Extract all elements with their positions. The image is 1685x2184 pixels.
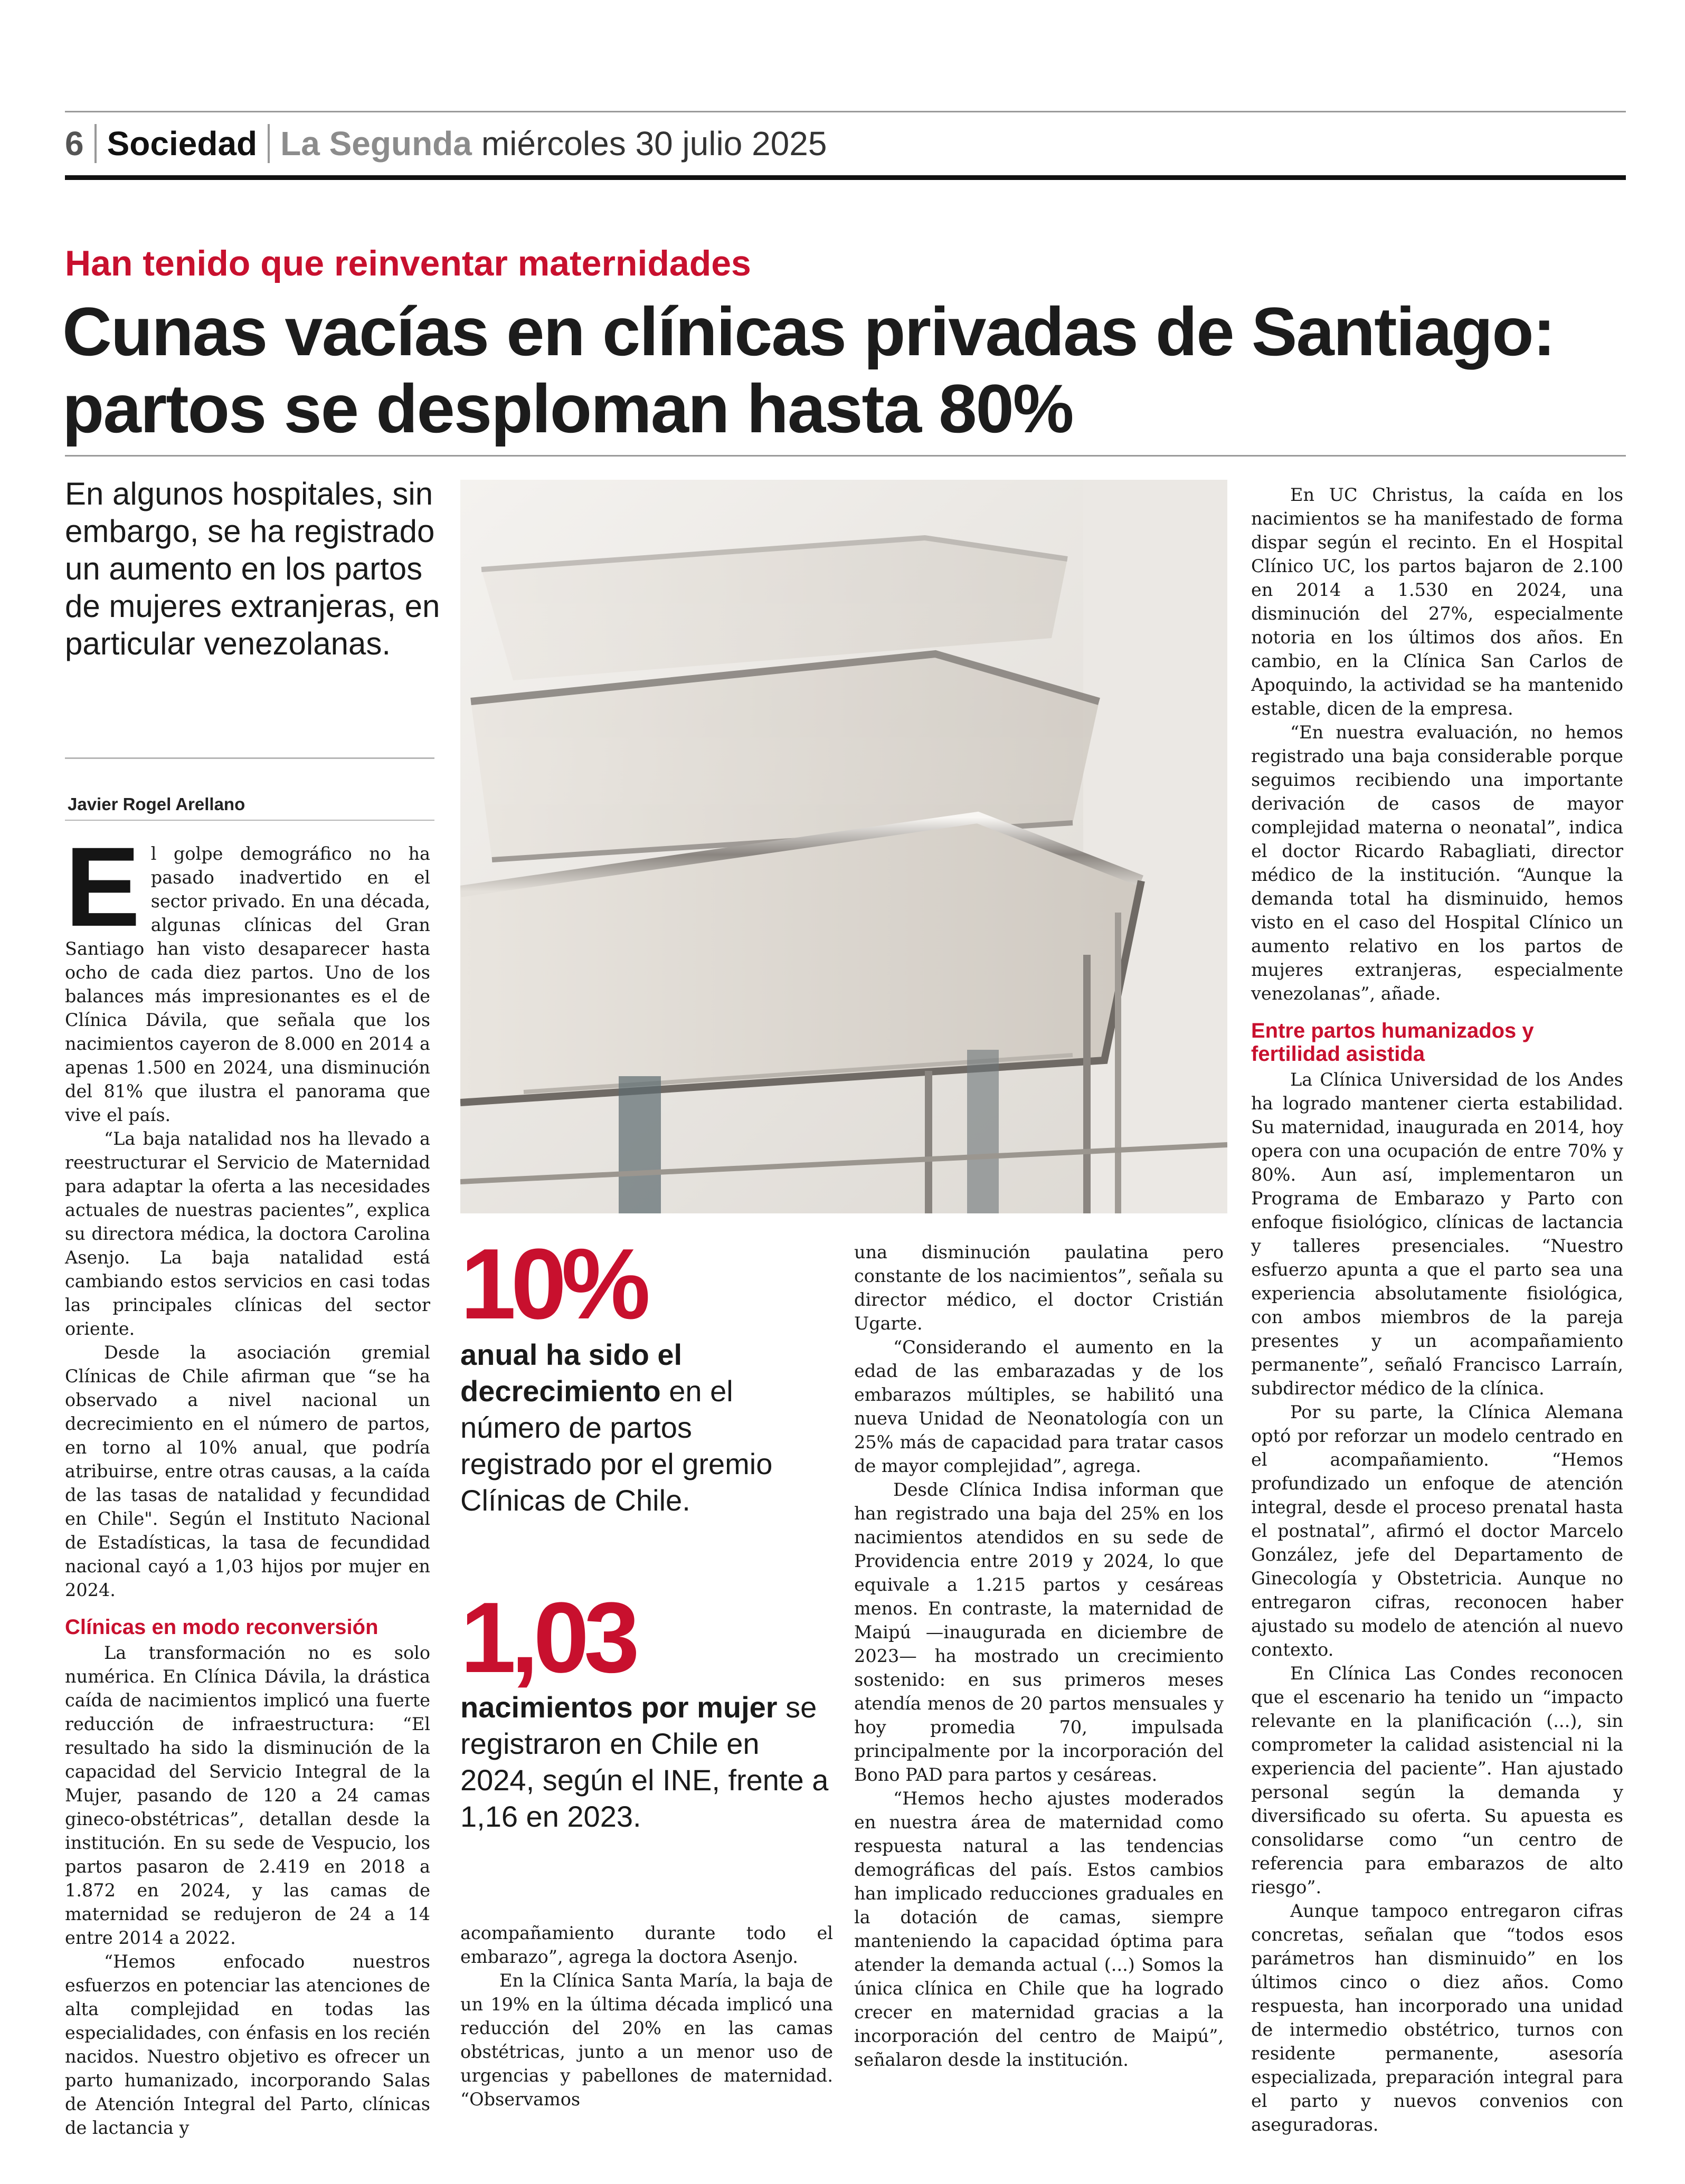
stat-caption-fertility-rate: nacimientos por mujer se registraron en Chile en 2024, según el INE, frente a 1,16 en 2023.	[460, 1691, 829, 1833]
body-paragraph-continued: acompañamiento durante todo el embarazo”, agrega la doctora Asenjo.	[460, 1923, 833, 1967]
bassinets-illustration	[460, 480, 1227, 1213]
body-paragraph: Aunque tampoco entregaron cifras concretas, señalan que “todos esos parámetros han disminuido” en los últimos cinco o diez años. Como respuesta, han incorporado una unidad de intermedio obstétrico, turnos con residente permanente, asesoría especializada, preparación integral para el parto y nuevos convenios con aseguradoras.	[1251, 1901, 1623, 2135]
body-column-2	[460, 1921, 833, 2111]
lead-paragraph: El golpe demográfico no ha pasado inadvertido en el sector privado. En una década, algunas clínicas del Gran Santiago han visto desaparecer hasta ocho de cada diez partos. Uno de los balances más impresionantes es el de Clínica Dávila, que señala que los nacimientos cayeron de 8.000 en 2014 a apenas 1.500 en 2024, una disminución del 81% que ilustra el panorama que vive el país.	[65, 824, 430, 1125]
article-kicker: Han tenido que reinventar maternidades	[65, 243, 751, 283]
body-column-4	[1251, 483, 1623, 2136]
headline-rule	[65, 455, 1626, 457]
body-paragraph: “Hemos hecho ajustes moderados en nuestra área de maternidad como respuesta natural a las tendencias demográficas del país. Estos cambios han implicado reducciones graduales en la dotación de camas, siempre manteniendo la capacidad óptima para atender la demanda actual (...) Somos la única clínica en Chile que ha logrado crecer en maternidad gracias a la incorporación del centro de Maipú”, señalaron desde la institución.	[854, 1788, 1224, 2070]
body-paragraph: Desde Clínica Indisa informan que han registrado una baja del 25% en los nacimientos atendidos en su sede de Providencia entre 2019 y 2024, lo que equivale a 1.215 partos y cesáreas menos. En contraste, la maternidad de Maipú —inaugurada en diciembre de 2023— ha mostrado un crecimiento sostenido: en sus primeros meses atendía menos de 20 partos mensuales y hoy promedia 70, impulsada principalmente por la incorporación del Bono PAD para partos y cesáreas.	[854, 1479, 1224, 1785]
body-column-1	[65, 824, 430, 2140]
article-byline: Javier Rogel Arellano	[68, 794, 245, 814]
page-folio	[65, 117, 827, 170]
body-paragraph: “Considerando el aumento en la edad de las embarazadas y de los embarazos múltiples, se habilitó una nueva Unidad de Neonatología con un 25% más de capacidad para tratar casos de mayor complejidad”, agrega.	[854, 1337, 1224, 1476]
body-paragraph: “Hemos enfocado nuestros esfuerzos en potenciar las atenciones de alta complejidad en todas las especialidades, con énfasis en los recién nacidos. Nuestro objetivo es ofrecer un parto humanizado, incorporando Salas de Atención Integral del Parto, clínicas de lactancia y	[65, 1951, 430, 2138]
article-deck: En algunos hospitales, sin embargo, se ha registrado un aumento en los partos de mujeres extranjeras, en particular venezolanas.	[65, 476, 440, 661]
drop-cap: E	[65, 824, 140, 950]
body-paragraph: En la Clínica Santa María, la baja de un 19% en la última década implicó una reducción del 20% en las camas obstétricas, junto a un menor uso de urgencias y pabellones de maternidad. “Observamos	[460, 1970, 833, 2110]
article-headline: Cunas vacías en clínicas privadas de Santiago: partos se desploman hasta 80%	[62, 293, 1555, 447]
body-paragraph: “La baja natalidad nos ha llevado a reestructurar el Servicio de Maternidad para adaptar la oferta a las necesidades actuales de nuestras pacientes”, explica su directora médica, la doctora Carolina Asenjo. La baja natalidad está cambiando estos servicios en casi todas las principales clínicas del sector oriente.	[65, 1128, 430, 1339]
section-name: Sociedad	[107, 124, 270, 163]
newspaper-name: La Segunda	[280, 125, 472, 163]
folio-rule	[65, 175, 1626, 180]
stat-number-fertility-rate: 1,03	[460, 1582, 635, 1694]
body-paragraph: En Clínica Las Condes reconocen que el escenario ha tenido un “impacto relevante en la planificación (...), sin comprometer la calidad asistencial ni la experiencia del paciente”. Han ajustado personal según la demanda y diversificado su oferta. Su apuesta es consolidarse como “un centro de referencia para embarazos de alto riesgo”.	[1251, 1663, 1623, 1897]
top-rule	[65, 111, 1626, 112]
body-paragraph-continued: una disminución paulatina pero constante de los nacimientos”, señala su director médico, el doctor Cristián Ugarte.	[854, 1242, 1224, 1334]
stat-caption-birth-decline: anual ha sido el decrecimiento en el número de partos registrado por el gremio Clínicas de Chile.	[460, 1338, 773, 1517]
subhead-fertility: Entre partos humanizados y fertilidad asistida	[1251, 1019, 1534, 1066]
subhead-reconversion: Clínicas en modo reconversión	[65, 1616, 378, 1639]
deck-rule	[65, 757, 434, 759]
body-column-3	[854, 1240, 1224, 2072]
body-paragraph: Por su parte, la Clínica Alemana optó por reforzar un modelo centrado en el acompañamiento. “Hemos profundizado un enfoque de atención integral, desde el proceso prenatal hasta el postnatal”, afirmó el doctor Marcelo González, jefe del Departamento de Ginecología y Obstetricia. Aunque no entregaron cifras, reconocen haber ajustado su modelo de atención al nuevo contexto.	[1251, 1402, 1623, 1660]
body-paragraph: En UC Christus, la caída en los nacimientos se ha manifestado de forma dispar según el recinto. En el Hospital Clínico UC, los partos bajaron de 2.100 en 2014 a 1.530 en 2024, una disminución del 27%, especialmente notoria en los últimos dos años. En cambio, en la Clínica San Carlos de Apoquindo, la actividad se ha mantenido estable, dicen de la empresa.	[1251, 485, 1623, 719]
byline-rule	[65, 820, 434, 821]
stat-number-birth-decline: 10%	[460, 1228, 646, 1340]
page-number: 6	[65, 124, 97, 163]
body-paragraph: La transformación no es solo numérica. En Clínica Dávila, la drástica caída de nacimientos implicó una fuerte reducción de infraestructura: “El resultado ha sido la disminución de la capacidad del Servicio Integral de la Mujer, pasando de 120 a 24 camas gineco-obstétricas”, detallan desde la institución. En su sede de Vespucio, los partos pasaron de 2.419 en 2018 a 1.872 en 2024, y las camas de maternidad se redujeron de 24 a 14 entre 2014 a 2022.	[65, 1642, 430, 1948]
issue-date: miércoles 30 julio 2025	[481, 125, 827, 163]
body-paragraph: La Clínica Universidad de los Andes ha logrado mantener cierta estabilidad. Su maternidad, inaugurada en 2014, hoy opera con una ocupación de entre 70% y 80%. Aun así, implementaron un Programa de Embarazo y Parto con enfoque fisiológico, clínicas de lactancia y talleres presenciales. “Nuestro esfuerzo apunta a que el parto sea una experiencia absolutamente fisiológica, con ambos miembros de la pareja presentes y un acompañamiento permanente”, señaló Francisco Larraín, subdirector médico de la clínica.	[1251, 1069, 1623, 1399]
bassinets-photo	[460, 480, 1227, 1213]
body-paragraph: “En nuestra evaluación, no hemos registrado una baja considerable porque seguimos recibiendo una importante derivación de casos de mayor complejidad materna o neonatal”, indica el doctor Ricardo Rabagliati, director médico de la institución. “Aunque la demanda total ha disminuido, hemos visto en el caso del Hospital Clínico un aumento relativo en los partos de mujeres extranjeras, especialmente venezolanas”, añade.	[1251, 722, 1623, 1004]
body-paragraph: Desde la asociación gremial Clínicas de Chile afirman que “se ha observado a nivel nacional un decrecimiento en el número de partos, en torno al 10% anual, que podría atribuirse, entre otras causas, a la caída de las tasas de natalidad y fecundidad en Chile". Según el Instituto Nacional de Estadísticas, la tasa de fecundidad nacional cayó a 1,03 hijos por mujer en 2024.	[65, 1342, 430, 1600]
